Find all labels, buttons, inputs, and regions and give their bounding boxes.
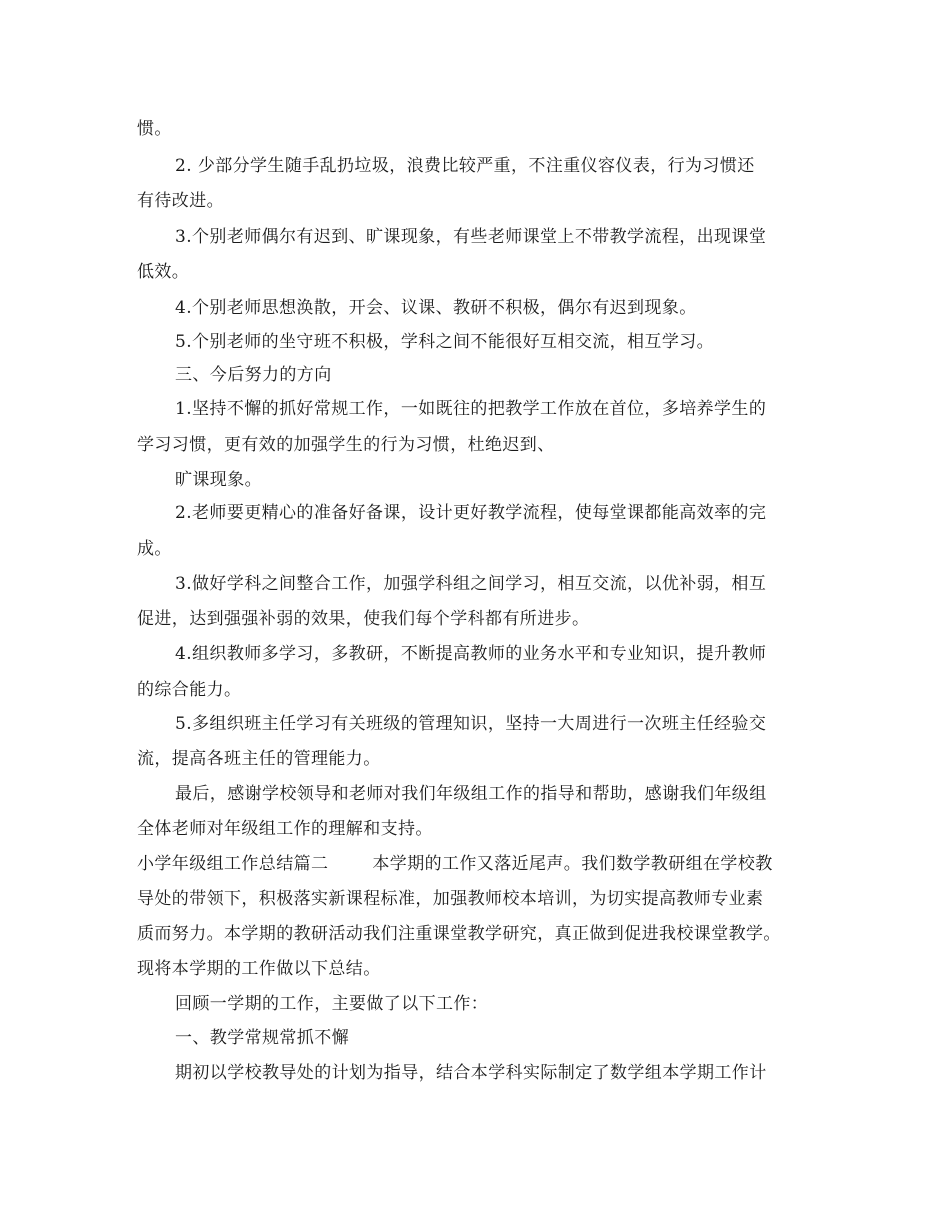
text-line: 5.多组织班主任学习有关班级的管理知识，坚持一大周进行一次班主任经验交 [175,714,767,734]
text-line: 5.个别老师的坐守班不积极，学科之间不能很好互相交流，相互学习。 [175,332,715,352]
text-line: 4.个别老师思想涣散，开会、议课、教研不积极，偶尔有迟到现象。 [175,298,697,318]
text-line: 的综合能力。 [137,680,242,700]
section-title: 小学年级组工作总结篇二 [137,854,329,874]
text-line: 惯。 [137,119,172,139]
text-line: 导处的带领下，积极落实新课程标准，加强教师校本培训，为切实提高教师专业素 [137,889,764,909]
text-line: 学习习惯，更有效的加强学生的行为习惯，杜绝迟到、 [137,435,555,455]
text-line: 流，提高各班主任的管理能力。 [137,749,381,769]
text-line: 2.老师要更精心的准备好备课，设计更好教学流程，使每堂课都能高效率的完 [175,503,767,523]
text-line: 2. 少部分学生随手乱扔垃圾，浪费比较严重，不注重仪容仪表，行为习惯还 [175,156,755,176]
text-line [137,853,773,875]
text-line: 回顾一学期的工作，主要做了以下工作： [175,994,489,1014]
text-line: 3.个别老师偶尔有迟到、旷课现象，有些老师课堂上不带教学流程，出现课堂 [175,227,767,247]
text-line: 促进，达到强强补弱的效果，使我们每个学科都有所进步。 [137,609,590,629]
text-line: 全体老师对年级组工作的理解和支持。 [137,819,433,839]
text-line: 期初以学校教导处的计划为指导，结合本学科实际制定了数学组本学期工作计 [175,1063,767,1083]
text-line: 质而努力。本学期的教研活动我们注重课堂教学研究，真正做到促进我校课堂教学。 [137,924,781,944]
text-line: 低效。 [137,262,190,282]
text-line: 最后，感谢学校领导和老师对我们年级组工作的指导和帮助，感谢我们年级组 [175,784,767,804]
text-line: 有待改进。 [137,191,224,211]
section-heading: 三、今后努力的方向 [175,365,332,385]
section-intro: 本学期的工作又落近尾声。我们数学教研组在学校教 [372,854,773,874]
text-line: 旷课现象。 [175,470,262,490]
text-line: 1.坚持不懈的抓好常规工作，一如既往的把教学工作放在首位，多培养学生的 [175,399,767,419]
section-heading: 一、教学常规常抓不懈 [175,1028,349,1048]
text-line: 成。 [137,539,172,559]
text-line: 现将本学期的工作做以下总结。 [137,959,381,979]
text-line: 4.组织教师多学习，多教研，不断提高教师的业务水平和专业知识，提升教师 [175,644,767,664]
text-line: 3.做好学科之间整合工作，加强学科组之间学习，相互交流，以优补弱，相互 [175,574,767,594]
